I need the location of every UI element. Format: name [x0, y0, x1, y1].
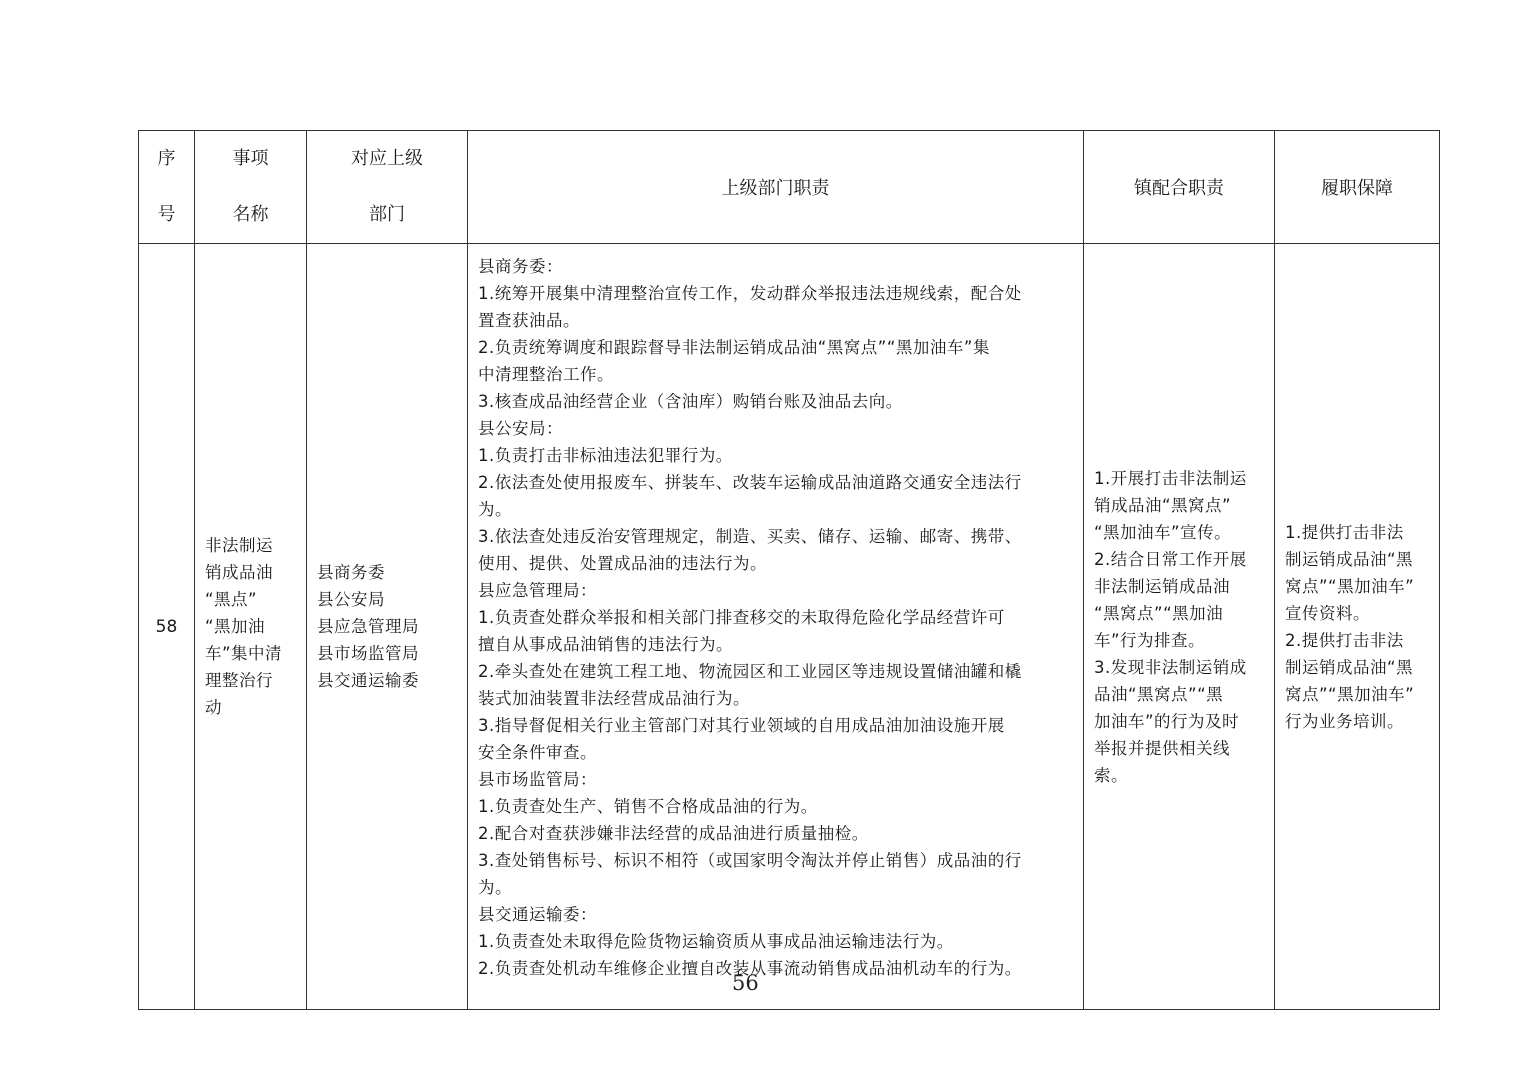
- duty-line: 置查获油品。: [478, 311, 580, 330]
- duty-line: 县商务委：: [478, 257, 563, 276]
- row-dept: [307, 244, 468, 1010]
- guarantee-line: 窝点”“黑加油车”: [1285, 576, 1415, 596]
- guarantee-line: 制运销成品油“黑: [1285, 657, 1414, 677]
- header-name-line: 事项: [232, 148, 269, 169]
- row-item-name: [195, 244, 307, 1010]
- item-name-line: 销成品油: [205, 563, 273, 582]
- guarantee-line: 行为业务培训。: [1285, 711, 1404, 731]
- town-duty-line: 车”行为排查。: [1094, 630, 1206, 650]
- guarantee-line: 制运销成品油“黑: [1285, 549, 1414, 569]
- town-duty-line: 非法制运销成品油: [1094, 576, 1230, 596]
- header-town: 镇配合职责: [1084, 131, 1275, 244]
- dept-line: 县应急管理局: [317, 617, 419, 636]
- header-dept-line: 部门: [369, 204, 405, 225]
- item-name-line: “黑点”: [205, 590, 258, 609]
- guarantee-line: 窝点”“黑加油车”: [1285, 684, 1415, 704]
- town-duty-line: 2.结合日常工作开展: [1094, 549, 1247, 569]
- item-name-line: 车”集中清: [205, 644, 283, 663]
- duty-line: 1.负责查处未取得危险货物运输资质从事成品油运输违法行为。: [478, 932, 954, 951]
- duty-line: 1.统筹开展集中清理整治宣传工作，发动群众举报违法违规线索，配合处: [478, 284, 1022, 303]
- guarantee-line: 宣传资料。: [1285, 603, 1370, 623]
- dept-line: 县交通运输委: [317, 671, 419, 690]
- row-seq: 58: [139, 244, 195, 1010]
- town-duty-line: 销成品油“黑窝点”: [1094, 495, 1232, 515]
- table-row: [139, 244, 1440, 1010]
- town-duty-line: “黑加油车”宣传。: [1094, 522, 1232, 542]
- duty-line: 中清理整治工作。: [478, 365, 614, 384]
- town-duty-line: 1.开展打击非法制运: [1094, 468, 1247, 488]
- duty-line: 使用、提供、处置成品油的违法行为。: [478, 554, 767, 573]
- duty-line: 县市场监管局：: [478, 770, 597, 789]
- town-duty-line: “黑窝点”“黑加油: [1094, 603, 1224, 623]
- town-duty-line: 举报并提供相关线: [1094, 738, 1230, 758]
- duty-line: 2.配合对查获涉嫌非法经营的成品油进行质量抽检。: [478, 824, 869, 843]
- dept-line: 县商务委: [317, 563, 385, 582]
- header-seq: [139, 131, 195, 244]
- dept-line: 县市场监管局: [317, 644, 419, 663]
- responsibility-table: [138, 130, 1440, 1010]
- duty-line: 1.负责打击非标油违法犯罪行为。: [478, 446, 733, 465]
- header-seq-line: 号: [157, 204, 176, 225]
- town-duty-line: 加油车”的行为及时: [1094, 711, 1240, 731]
- duty-line: 2.负责统筹调度和跟踪督导非法制运销成品油“黑窝点”“黑加油车”集: [478, 338, 990, 357]
- duty-line: 2.依法查处使用报废车、拼装车、改装车运输成品油道路交通安全违法行: [478, 473, 1022, 492]
- item-name-line: 理整治行: [205, 671, 273, 690]
- header-guarantee: 履职保障: [1275, 131, 1440, 244]
- header-duty: 上级部门职责: [468, 131, 1084, 244]
- duty-line: 1.负责查处生产、销售不合格成品油的行为。: [478, 797, 818, 816]
- town-duty-line: 索。: [1094, 765, 1128, 785]
- duty-line: 安全条件审查。: [478, 743, 597, 762]
- header-dept-line: 对应上级: [351, 148, 423, 169]
- row-duty: [468, 244, 1084, 1010]
- duty-line: 县交通运输委：: [478, 905, 597, 924]
- duty-line: 1.负责查处群众举报和相关部门排查移交的未取得危险化学品经营许可: [478, 608, 1005, 627]
- duty-line: 3.核查成品油经营企业（含油库）购销台账及油品去向。: [478, 392, 903, 411]
- duty-line: 县公安局：: [478, 419, 563, 438]
- page-number: 56: [732, 971, 759, 995]
- duty-line: 为。: [478, 500, 512, 519]
- town-duty-line: 品油“黑窝点”“黑: [1094, 684, 1224, 704]
- header-seq-line: 序: [157, 148, 176, 169]
- duty-line: 2.牵头查处在建筑工程工地、物流园区和工业园区等违规设置储油罐和橇: [478, 662, 1022, 681]
- guarantee-line: 2.提供打击非法: [1285, 630, 1404, 650]
- duty-line: 擅自从事成品油销售的违法行为。: [478, 635, 733, 654]
- duty-line: 3.依法查处违反治安管理规定，制造、买卖、储存、运输、邮寄、携带、: [478, 527, 1022, 546]
- guarantee-line: 1.提供打击非法: [1285, 522, 1404, 542]
- item-name-line: 动: [205, 698, 222, 717]
- dept-line: 县公安局: [317, 590, 385, 609]
- header-name: [195, 131, 307, 244]
- row-guarantee: [1275, 244, 1440, 1010]
- duty-line: 2.负责查处机动车维修企业擅自改装从事流动销售成品油机动车的行为。: [478, 959, 1022, 978]
- duty-line: 装式加油装置非法经营成品油行为。: [478, 689, 750, 708]
- item-name-line: 非法制运: [205, 536, 273, 555]
- duty-line: 3.指导督促相关行业主管部门对其行业领域的自用成品油加油设施开展: [478, 716, 1005, 735]
- town-duty-line: 3.发现非法制运销成: [1094, 657, 1247, 677]
- duty-line: 县应急管理局：: [478, 581, 597, 600]
- duty-line: 为。: [478, 878, 512, 897]
- table-header-row: [139, 131, 1440, 244]
- row-town-duty: [1084, 244, 1275, 1010]
- duty-line: 3.查处销售标号、标识不相符（或国家明令淘汰并停止销售）成品油的行: [478, 851, 1022, 870]
- header-name-line: 名称: [232, 204, 269, 225]
- header-dept: [307, 131, 468, 244]
- item-name-line: “黑加油: [205, 617, 266, 636]
